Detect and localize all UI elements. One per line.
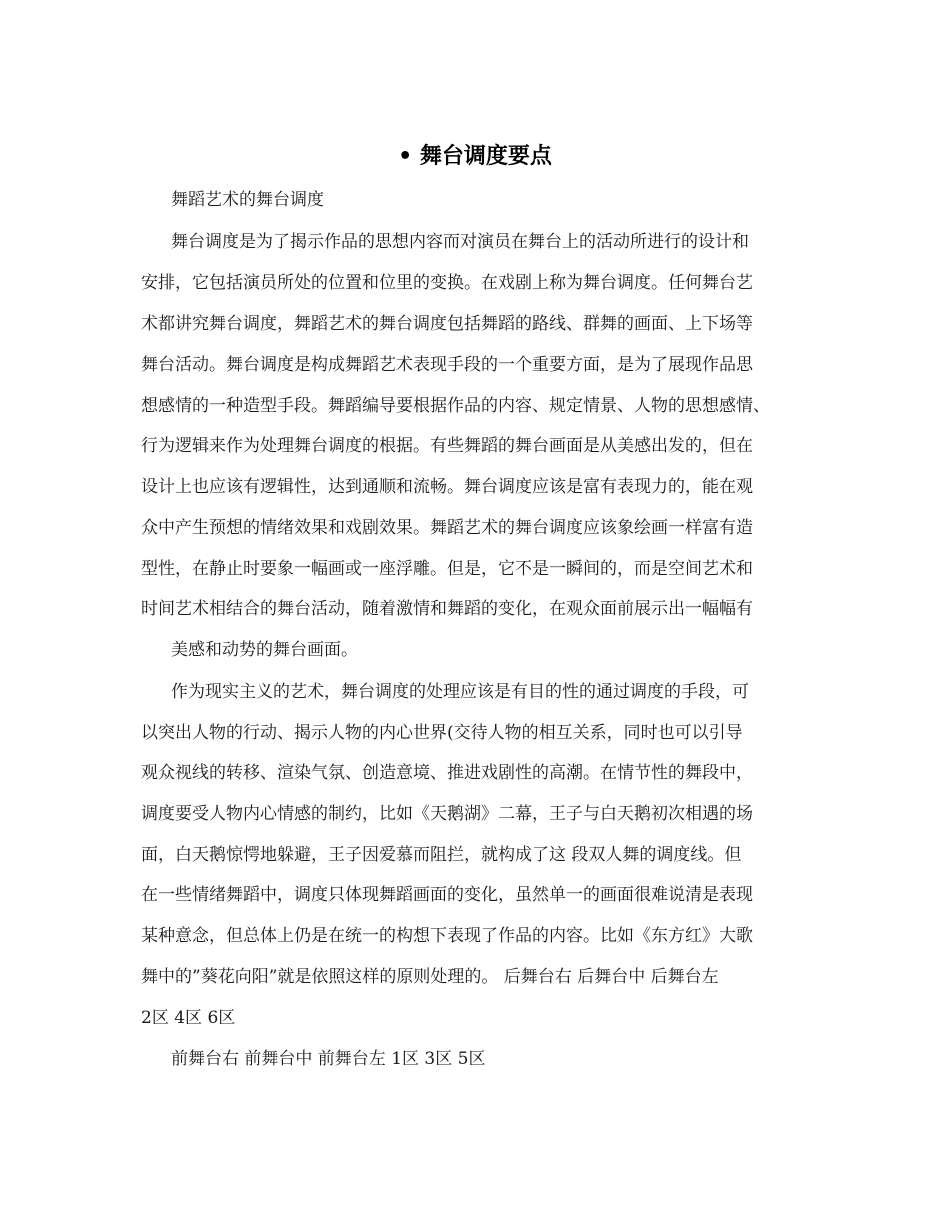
paragraph-3-line: 前舞台右 前舞台中 前舞台左 1区 3区 5区 xyxy=(171,1049,486,1069)
paragraph-1-line: 美感和动势的舞台画面。 xyxy=(171,640,358,660)
paragraph-2-line: 作为现实主义的艺术，舞台调度的处理应该是有目的性的通过调度的手段，可 xyxy=(171,682,749,702)
paragraph-1-line: 设计上也应该有逻辑性，达到通顺和流畅。舞台调度应该是富有表现力的，能在观 xyxy=(141,477,753,497)
page-title: • 舞台调度要点 xyxy=(398,144,552,169)
paragraph-1-line: 舞台调度是为了揭示作品的思想内容而对演员在舞台上的活动所进行的设计和 xyxy=(171,232,749,252)
section-subtitle: 舞蹈艺术的舞台调度 xyxy=(171,190,324,210)
paragraph-1-line: 行为逻辑来作为处理舞台调度的根据。有些舞蹈的舞台画面是从美感出发的，但在 xyxy=(141,436,753,456)
paragraph-1-line: 众中产生预想的情绪效果和戏剧效果。舞蹈艺术的舞台调度应该象绘画一样富有造 xyxy=(141,518,753,538)
paragraph-1-line: 时间艺术相结合的舞台活动，随着激情和舞蹈的变化，在观众面前展示出一幅幅有 xyxy=(141,599,753,619)
paragraph-1-line: 安排，它包括演员所处的位置和位里的变换。在戏剧上称为舞台调度。任何舞台艺 xyxy=(141,273,753,293)
paragraph-2-line: 2区 4区 6区 xyxy=(141,1008,236,1028)
paragraph-2-line: 在一些情绪舞蹈中，调度只体现舞蹈画面的变化，虽然单一的画面很难说清是表现 xyxy=(141,885,753,905)
paragraph-2-line: 面，白天鹅惊愕地躲避，王子因爱慕而阻拦，就构成了这 段双人舞的调度线。但 xyxy=(141,845,742,865)
paragraph-1-line: 术都讲究舞台调度，舞蹈艺术的舞台调度包括舞蹈的路线、群舞的画面、上下场等 xyxy=(141,314,753,334)
paragraph-2-line: 舞中的”葵花向阳”就是依照这样的原则处理的。 后舞台右 后舞台中 后舞台左 xyxy=(141,967,719,987)
paragraph-2-line: 以突出人物的行动、揭示人物的内心世界(交待人物的相互关系，同时也可以引导 xyxy=(141,723,743,743)
paragraph-2-line: 观众视线的转移、渲染气氛、创造意境、推进戏剧性的高潮。在情节性的舞段中， xyxy=(141,763,753,783)
paragraph-1-line: 舞台活动。舞台调度是构成舞蹈艺术表现手段的一个重要方面，是为了展现作品思 xyxy=(141,355,753,375)
paragraph-2-line: 某种意念，但总体上仍是在统一的构想下表现了作品的内容。比如《东方红》大歌 xyxy=(141,926,753,946)
paragraph-2-line: 调度要受人物内心情感的制约，比如《天鹅湖》二幕，王子与白天鹅初次相遇的场 xyxy=(141,804,753,824)
paragraph-1-line: 型性，在静止时要象一幅画或一座浮雕。但是，它不是一瞬间的，而是空间艺术和 xyxy=(141,559,753,579)
paragraph-1-line: 想感情的一种造型手段。舞蹈编导要根据作品的内容、规定情景、人物的思想感情、 xyxy=(141,396,770,416)
